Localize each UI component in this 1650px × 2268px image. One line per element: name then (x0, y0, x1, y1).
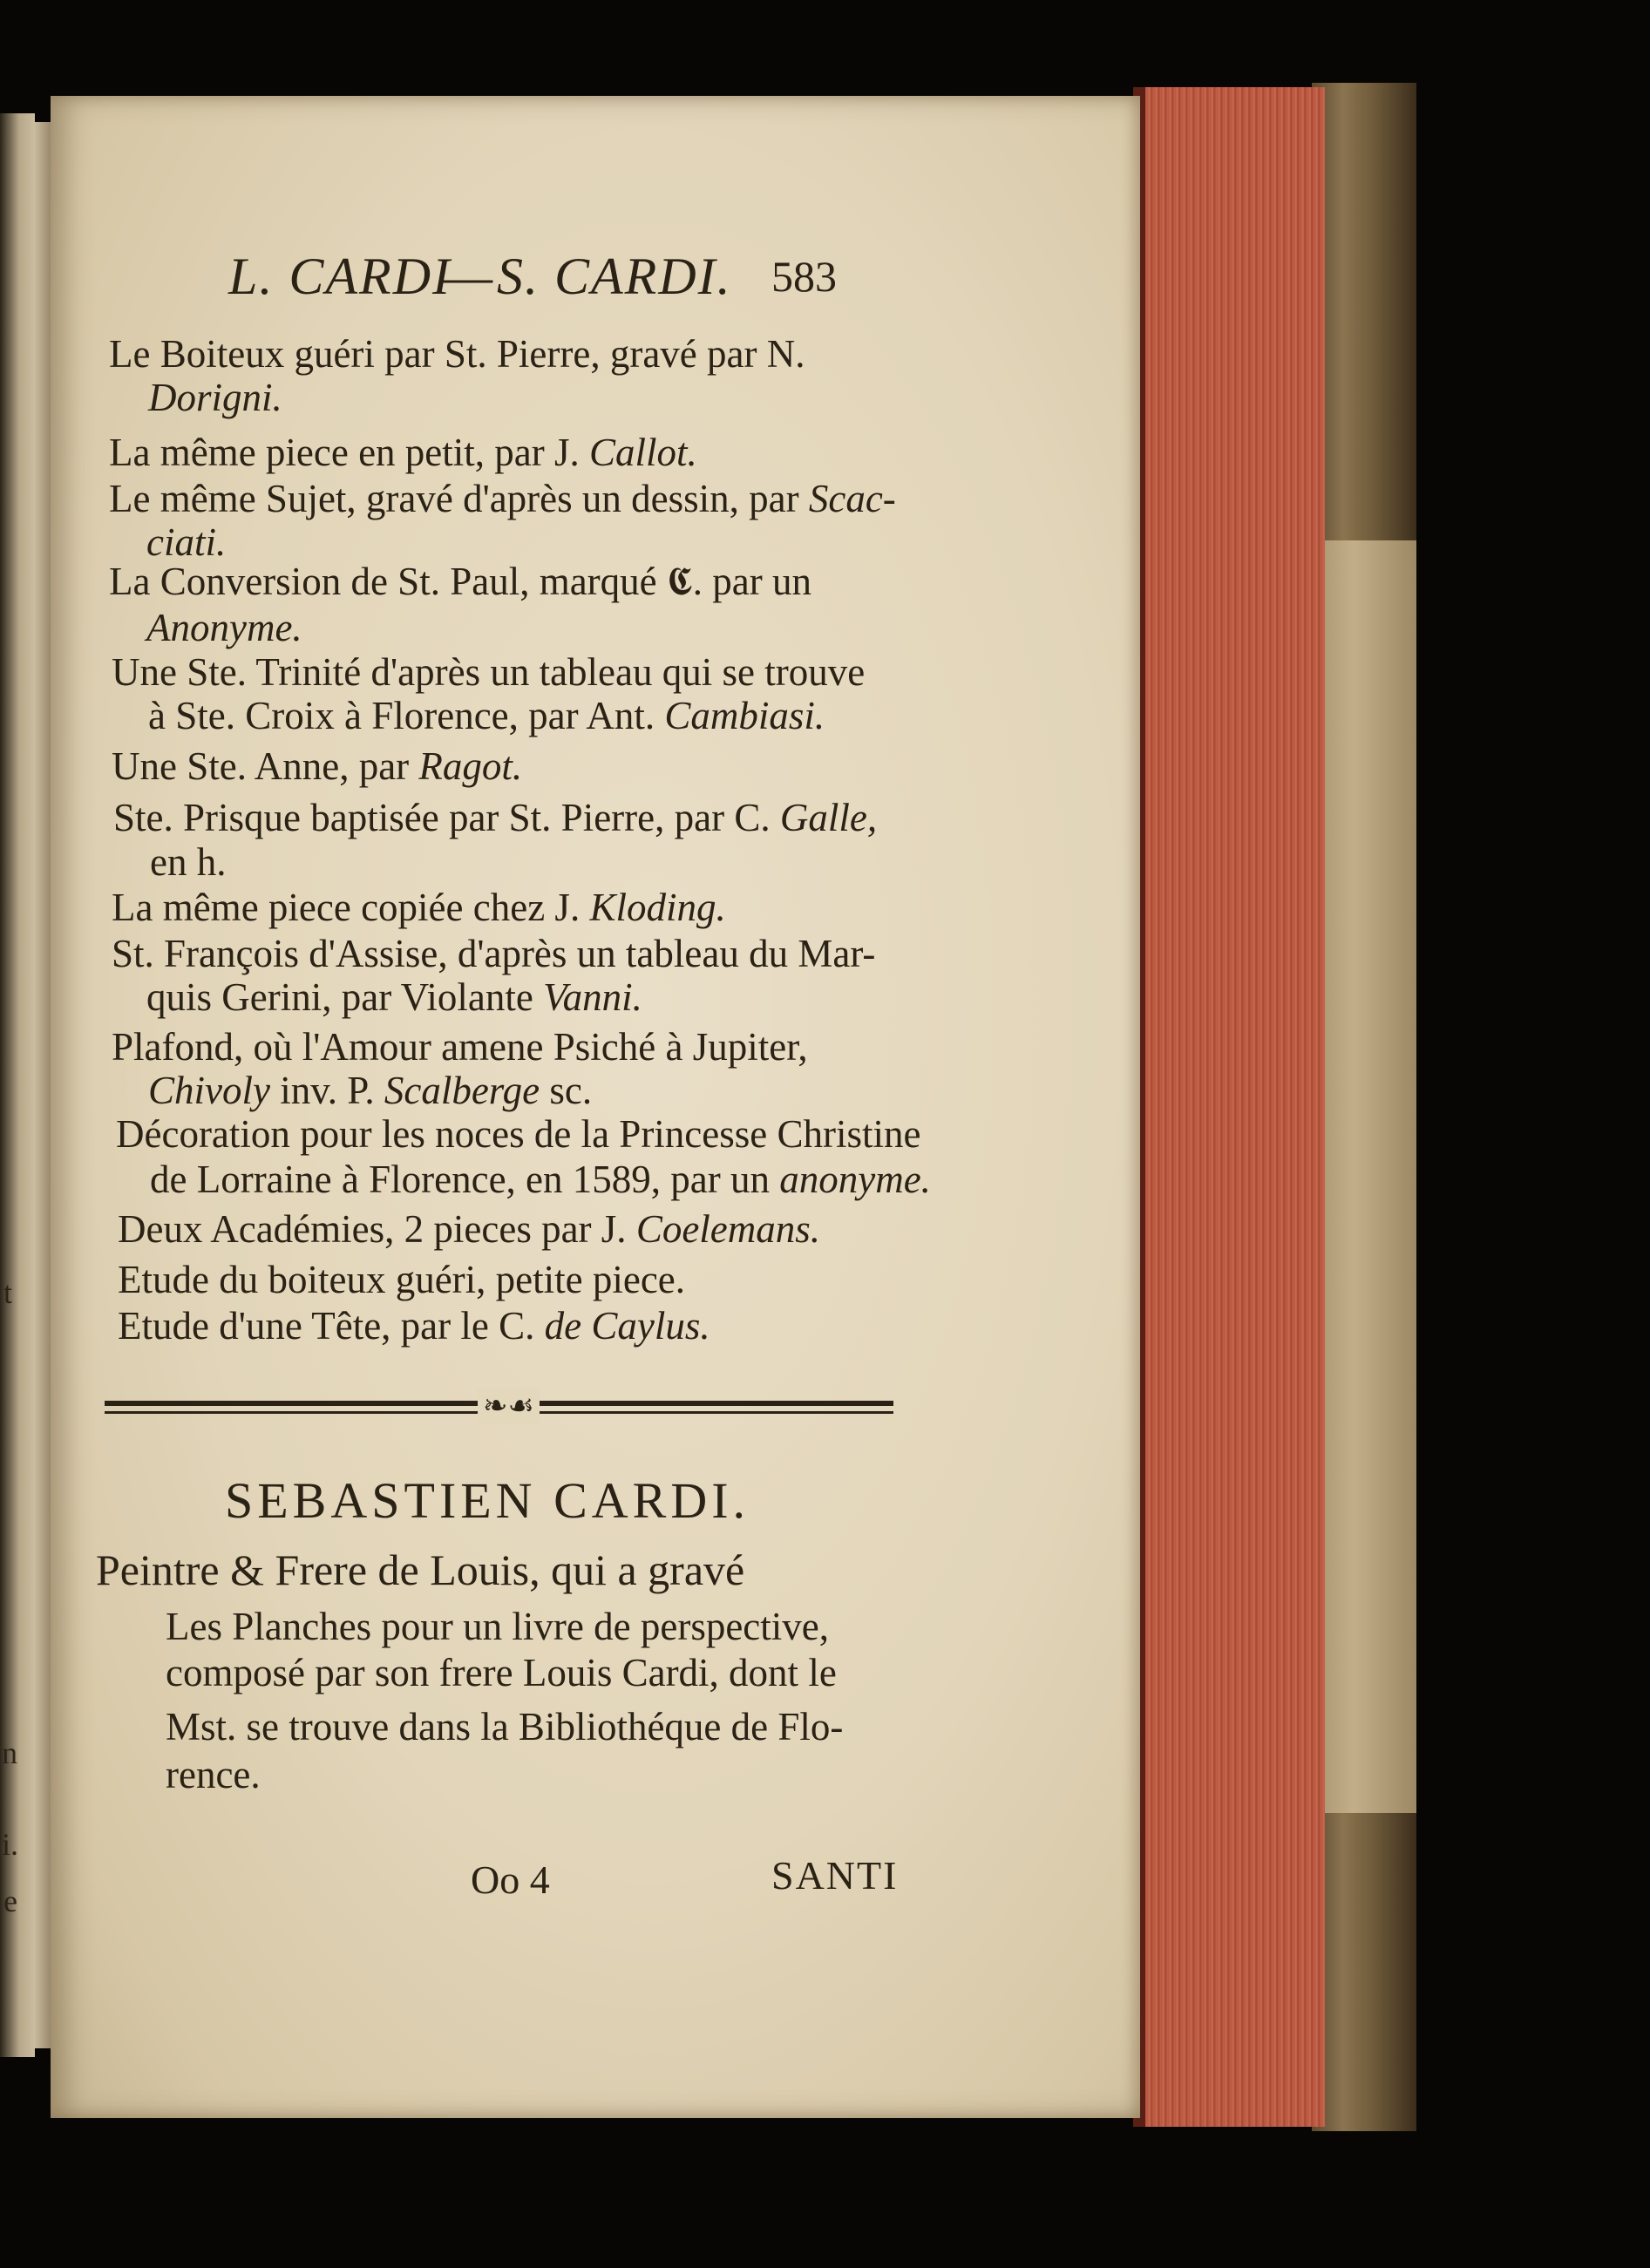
entry-line: Une Ste. Anne, par Ragot. (112, 744, 523, 788)
signature-mark: Oo 4 (471, 1857, 550, 1902)
entry-line: de Lorraine à Florence, en 1589, par un anonyme. (150, 1158, 931, 1201)
entry-line: en h. (150, 840, 227, 884)
section-body-line: rence. (166, 1753, 261, 1796)
section-title: SEBASTIEN CARDI. (225, 1472, 750, 1529)
running-title-left: L. CARDI (228, 248, 452, 305)
entry-line: La même piece en petit, par J. Callot. (109, 431, 697, 474)
entry-line: Plafond, où l'Amour amene Psiché à Jupiter, (112, 1025, 808, 1069)
entry-line: St. François d'Assise, d'après un tableau du Mar- (112, 932, 876, 975)
entry-line: La Conversion de St. Paul, marqué 𝕮. par un (109, 560, 811, 603)
entry-line: Chivoly inv. P. Scalberge sc. (148, 1069, 593, 1112)
page-number: 583 (771, 252, 837, 301)
entry-line: Etude d'une Tête, par le C. de Caylus. (118, 1304, 710, 1348)
left-page-fragment: t (3, 1275, 13, 1310)
running-title-right: S. CARDI. (497, 248, 732, 305)
section-body-line: Les Planches pour un livre de perspective, (166, 1605, 830, 1648)
entry-line: Le Boiteux guéri par St. Pierre, gravé par N. (109, 332, 805, 376)
entry-line: Une Ste. Trinité d'après un tableau qui se trouve (112, 650, 866, 694)
section-body-line: Mst. se trouve dans la Bibliothéque de Flo- (166, 1705, 844, 1749)
entry-line: ciati. (146, 520, 227, 564)
left-page-fragment: e (3, 1884, 17, 1918)
binding-board-light (1312, 540, 1416, 1813)
entry-line: Ste. Prisque baptisée par St. Pierre, par C. Galle, (113, 796, 878, 839)
catchword: SANTI (771, 1853, 899, 1898)
entry-line: Le même Sujet, gravé d'après un dessin, par Scac- (109, 477, 896, 520)
section-subtitle: Peintre & Frere de Louis, qui a gravé (96, 1545, 745, 1594)
entry-line: à Ste. Croix à Florence, par Ant. Cambiasi. (148, 694, 825, 737)
rule-ornament-icon: ❧☙ (478, 1389, 540, 1423)
left-page-fragment: i. (2, 1827, 19, 1862)
entry-line: La même piece copiée chez J. Kloding. (112, 886, 726, 929)
entry-line: Deux Académies, 2 pieces par J. Coelemans. (118, 1207, 821, 1251)
red-page-edges (1133, 87, 1325, 2127)
entry-line: Etude du boiteux guéri, petite piece. (118, 1258, 686, 1301)
entry-line: Anonyme. (146, 606, 302, 649)
entry-line: quis Gerini, par Violante Vanni. (146, 975, 642, 1019)
left-page-fragment: n (2, 1735, 17, 1770)
entry-line: Dorigni. (148, 376, 282, 419)
section-body-line: composé par son frere Louis Cardi, dont le (166, 1651, 837, 1694)
entry-line: Décoration pour les noces de la Princesse Christine (116, 1112, 921, 1156)
running-title-dash: — (440, 248, 494, 305)
